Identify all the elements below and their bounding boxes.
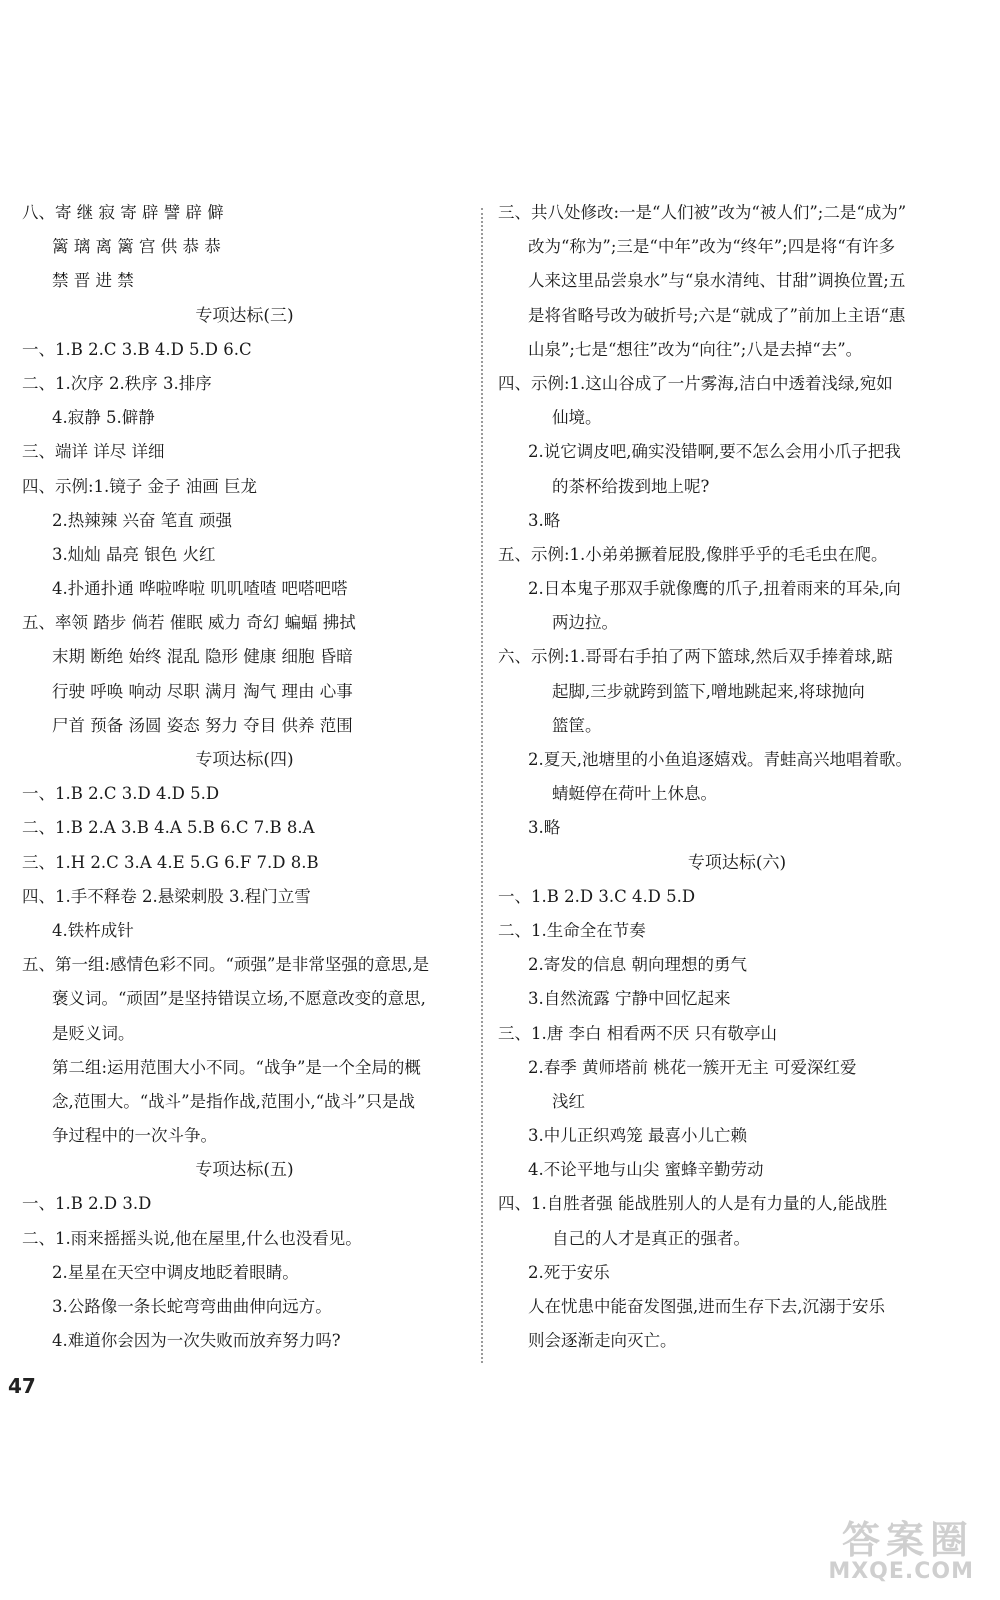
answer-line: 2.热辣辣 兴奋 笔直 顽强 bbox=[52, 510, 232, 530]
section-heading: 专项达标(三) bbox=[195, 305, 294, 326]
watermark-logo bbox=[759, 1520, 974, 1588]
answer-line: 4.不论平地与山尖 蜜蜂辛勤劳动 bbox=[528, 1160, 764, 1180]
answer-line: 的茶杯给拨到地上呢? bbox=[552, 476, 710, 496]
answer-line: 篮筐。 bbox=[552, 715, 602, 735]
answer-line: 蜻蜓停在荷叶上休息。 bbox=[552, 784, 717, 804]
answer-line: 4.铁杵成针 bbox=[52, 920, 134, 940]
answer-line: 五、率领 踏步 倘若 催眠 威力 奇幻 蝙蝠 拂拭 bbox=[22, 613, 356, 633]
answer-line: 一、1.B 2.D 3.D bbox=[22, 1194, 152, 1214]
answer-line: 念,范围大。“战斗”是指作战,范围小,“战斗”只是战 bbox=[52, 1091, 415, 1111]
answer-line: 一、1.B 2.D 3.C 4.D 5.D bbox=[498, 886, 696, 906]
answer-line: 3.自然流露 宁静中回忆起来 bbox=[528, 989, 731, 1009]
answer-line: 3.中儿正织鸡笼 最喜小儿亡赖 bbox=[528, 1126, 747, 1146]
answer-line: 争过程中的一次斗争。 bbox=[52, 1126, 217, 1146]
answer-line: 五、示例:1.小弟弟撅着屁股,像胖乎乎的毛毛虫在爬。 bbox=[498, 544, 888, 564]
answer-line: 一、1.B 2.C 3.B 4.D 5.D 6.C bbox=[22, 339, 252, 359]
answer-line: 二、1.次序 2.秩序 3.排序 bbox=[22, 373, 212, 393]
left-column bbox=[22, 196, 467, 1358]
answer-line: 两边拉。 bbox=[552, 613, 618, 633]
section-heading: 专项达标(五) bbox=[195, 1160, 294, 1181]
answer-line: 4.寂静 5.僻静 bbox=[52, 408, 155, 428]
answer-line: 3.公路像一条长蛇弯弯曲曲伸向远方。 bbox=[52, 1297, 332, 1316]
answer-line: 五、第一组:感情色彩不同。“顽强”是非常坚强的意思,是 bbox=[22, 955, 430, 975]
section-heading: 专项达标(四) bbox=[195, 750, 294, 770]
answer-line: 三、共八处修改:一是“人们被”改为“被人们”;二是“成为” bbox=[498, 203, 907, 222]
column-divider bbox=[481, 208, 483, 1363]
answer-line: 3.略 bbox=[528, 510, 561, 530]
answer-line: 二、1.B 2.A 3.B 4.A 5.B 6.C 7.B 8.A bbox=[22, 818, 315, 838]
answer-line: 3.略 bbox=[528, 818, 561, 838]
answer-line: 2.星星在天空中调皮地眨着眼睛。 bbox=[52, 1262, 299, 1282]
answer-line: 四、1.手不释卷 2.悬梁刺股 3.程门立雪 bbox=[22, 886, 311, 906]
answer-line: 三、1.唐 李白 相看两不厌 只有敬亭山 bbox=[498, 1023, 777, 1043]
answer-line: 2.死于安乐 bbox=[528, 1262, 610, 1282]
answer-line: 人来这里品尝泉水”与“泉水清纯、甘甜”调换位置;五 bbox=[528, 271, 906, 291]
watermark-url: MXQE.COM bbox=[828, 1559, 974, 1584]
answer-line: 褒义词。“顽固”是坚持错误立场,不愿意改变的意思, bbox=[52, 989, 426, 1009]
answer-line: 三、端详 详尽 详细 bbox=[22, 442, 165, 462]
answer-line: 4.扑通扑通 哗啦哗啦 叽叽喳喳 吧嗒吧嗒 bbox=[52, 579, 348, 599]
answer-line: 是将省略号改为破折号;六是“就成了”前加上主语“惠 bbox=[528, 305, 906, 325]
right-column bbox=[498, 196, 976, 1358]
answer-line: 2.寄发的信息 朝向理想的勇气 bbox=[528, 955, 747, 975]
answer-line: 是贬义词。 bbox=[52, 1023, 135, 1043]
answer-line: 2.说它调皮吧,确实没错啊,要不怎么会用小爪子把我 bbox=[528, 442, 901, 462]
section-heading: 专项达标(六) bbox=[687, 852, 787, 873]
answer-line: 则会逐渐走向灭亡。 bbox=[528, 1331, 677, 1351]
answer-line: 二、1.生命全在节奏 bbox=[498, 920, 646, 940]
answer-line: 篱 璃 离 篱 宫 供 恭 恭 bbox=[52, 237, 221, 257]
answer-line: 2.春季 黄师塔前 桃花一簇开无主 可爱深红爱 bbox=[528, 1057, 857, 1077]
answer-line: 禁 晋 进 禁 bbox=[52, 271, 134, 291]
answer-line: 第二组:运用范围大小不同。“战争”是一个全局的概 bbox=[52, 1057, 421, 1077]
answer-line: 仙境。 bbox=[552, 408, 602, 428]
answer-line: 末期 断绝 始终 混乱 隐形 健康 细胞 昏暗 bbox=[52, 647, 353, 667]
page-number: 47 bbox=[8, 1374, 36, 1398]
answer-line: 自己的人才是真正的强者。 bbox=[552, 1228, 750, 1248]
answer-line: 二、1.雨来摇摇头说,他在屋里,什么也没看见。 bbox=[22, 1228, 362, 1248]
answer-line: 2.夏天,池塘里的小鱼追逐嬉戏。青蛙高兴地唱着歌。 bbox=[528, 750, 912, 769]
answer-line: 一、1.B 2.C 3.D 4.D 5.D bbox=[22, 784, 220, 804]
answer-line: 浅红 bbox=[552, 1091, 585, 1111]
answer-line: 六、示例:1.哥哥右手拍了两下篮球,然后双手捧着球,踮 bbox=[498, 647, 893, 667]
answer-line: 山泉”;七是“想往”改为“向往”;八是去掉“去”。 bbox=[528, 339, 863, 359]
answer-line: 4.难道你会因为一次失败而放弃努力吗? bbox=[52, 1331, 341, 1351]
answer-line: 2.日本鬼子那双手就像鹰的爪子,扭着雨来的耳朵,向 bbox=[528, 579, 901, 599]
answer-line: 八、寄 继 寂 寄 辟 譬 辟 僻 bbox=[22, 203, 224, 222]
answer-line: 人在忧患中能奋发图强,进而生存下去,沉溺于安乐 bbox=[528, 1297, 885, 1316]
answer-line: 改为“称为”;三是“中年”改为“终年”;四是将“有许多 bbox=[528, 237, 896, 257]
answer-line: 三、1.H 2.C 3.A 4.E 5.G 6.F 7.D 8.B bbox=[22, 852, 319, 872]
answer-line: 四、示例:1.镜子 金子 油画 巨龙 bbox=[22, 476, 258, 496]
answer-line: 尸首 预备 汤圆 姿态 努力 夺目 供养 范围 bbox=[52, 715, 353, 735]
watermark-text: 答案圈 bbox=[841, 1518, 974, 1562]
answer-line: 四、1.自胜者强 能战胜别人的人是有力量的人,能战胜 bbox=[498, 1194, 888, 1214]
answer-line: 起脚,三步就跨到篮下,噌地跳起来,将球抛向 bbox=[552, 681, 865, 701]
answer-line: 3.灿灿 晶亮 银色 火红 bbox=[52, 544, 216, 564]
answer-line: 四、示例:1.这山谷成了一片雾海,洁白中透着浅绿,宛如 bbox=[498, 373, 893, 393]
answer-line: 行驶 呼唤 响动 尽职 满月 淘气 理由 心事 bbox=[52, 681, 353, 701]
